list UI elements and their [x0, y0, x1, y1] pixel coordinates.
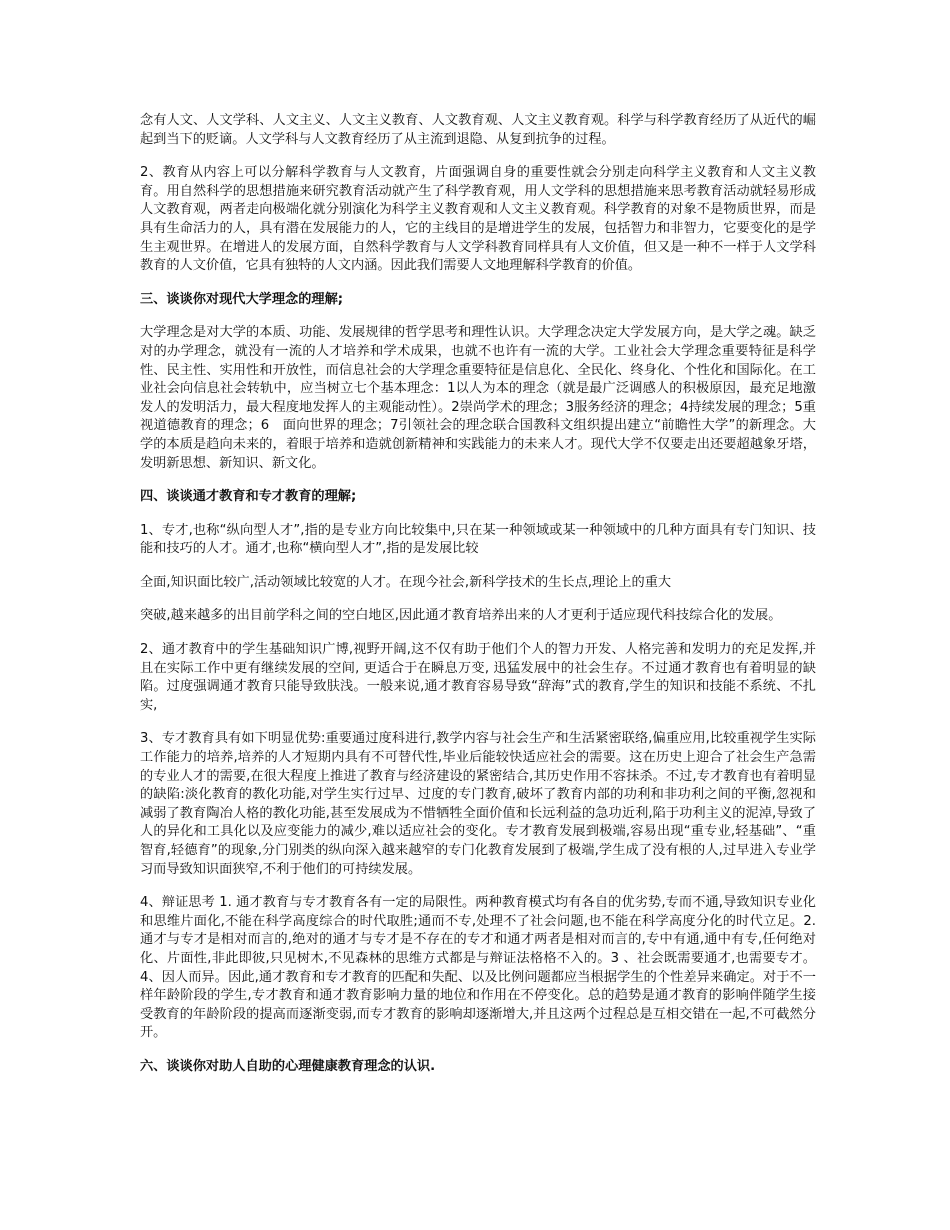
section-heading-generalist-specialist: 四、谈谈通才教育和专才教育的理解; [140, 489, 357, 505]
section-heading-modern-university: 三、谈谈你对现代大学理念的理解; [140, 291, 344, 307]
paragraph-generalist-definition: 全面,知识面比较广,活动领域比较宽的人才。在现今社会,新科学技术的生长点,理论上的重大 [140, 574, 672, 590]
paragraph-humanities-concepts: 念有人文、人文学科、人文主义、人文主义教育、人文教育观、人文主义教育观。科学与科学教育经历了从近代的崛起到当下的贬谪。人文学科与人文教育经历了从主流到退隐、从复到抗争的过程。 [140, 113, 816, 147]
paragraph-specialist-definition: 1、专才,也称“纵向型人才”,指的是专业方向比较集中,只在某一种领域或某一种领域中的几种方面具有专门知识、技能和技巧的人才。通才,也称“横向型人才”,指的是发展比较 [140, 522, 816, 557]
paragraph-specialist-pros-cons: 3、专才教育具有如下明显优势:重要通过度科进行,教学内容与社会生产和生活紧密联络,偏重应用,比较重视学生实际工作能力的培养,培养的人才短期内具有不可替代性,毕业后能较快适应社会的需要。这在历史上迎合了社会生产急需的专业人才的需要,在很大程度上推进了教育与经济建设的紧密结合,其历史作用不容抹杀。不过,专才教育也有着明显的缺陷:淡化教育的教化功能,对学生实行过早、过度的专门教育,破坏了教育内部的功利和非功利之间的平衡,忽视和减弱了教育陶冶人格的教化功能,甚至发展成为不惜牺牲全面价值和长远利益的急功近利,陷于功利主义的泥淖,导致了人的异化和工具化以及应变能力的减少,难以适应社会的变化。专才教育发展到极端,容易出现“重专业,轻基础”、“重智育,轻德育”的现象,分门别类的纵向深入越来越窄的专门化教育发展到了极端,学生成了没有根的人,过早进入专业学习而导致知识面狭窄,不利于他们的可持续发展。 [140, 731, 816, 877]
paragraph-university-concept: 大学理念是对大学的本质、功能、发展规律的哲学思考和理性认识。大学理念决定大学发展方向，是大学之魂。缺乏对的办学理念，就没有一流的人才培养和学术成果，也就不也许有一流的大学。工业社会大学理念重要特征是科学性、民主性、实用性和开放性，而信息社会的大学理念重要特征是信息化、全民化、终身化、个性化和国际化。在工业社会向信息社会转轨中，应当树立七个基本理念：1以人为本的理念（就是最广泛调感人的积极原因，最充足地激发人的发明活力，最大程度地发挥人的主观能动性）。2崇尚学术的理念；3服务经济的理念；4持续发展的理念；5重视道德教育的理念；6 面向世界的理念；7引领社会的理念联合国教科文组织提出建立“前瞻性大学”的新理念。大学的本质是趋向未来的，着眼于培养和造就创新精神和实践能力的未来人才。现代大学不仅要走出还要超越象牙塔，发明新思想、新知识、新文化。 [140, 325, 816, 471]
paragraph-generalist-pros-cons: 2、通才教育中的学生基础知识广博,视野开阔,这不仅有助于他们个人的智力开发、人格完善和发明力的充足发挥,并且在实际工作中更有继续发展的空间, 更适合于在瞬息万变, 迅猛发展中的社会生存。不过通才教育也有着明显的缺陷。过度强调通才教育只能导致肤浅。一般来说,通才教育容易导致“辞海”式的教育,学生的知识和技能不系统、不扎实, [140, 642, 816, 713]
section-heading-mental-health: 六、谈谈你对助人自助的心理健康教育理念的认识. [140, 1058, 436, 1074]
paragraph-dialectical-thinking: 4、辩证思考 1. 通才教育与专才教育各有一定的局限性。两种教育模式均有各自的优劣势,专而不通,导致知识专业化和思维片面化,不能在科学高度综合的时代取胜;通而不专,处理不了社会问题,也不能在科学高度分化的时代立足。2. 通才与专才是相对而言的,绝对的通才与专才是不存在的专才和通才两者是相对而言的,专中有通,通中有专,任何绝对化、片面性,非此即彼,只见树木,不见森林的思维方式都是与辩证法格格不入的。3 、社会既需要通才,也需要专才。4、因人而异。因此,通才教育和专才教育的匹配和失配、以及比例问题都应当根据学生的个性差异来确定。对于不一样年龄阶段的学生,专才教育和通才教育影响力量的地位和作用在不停变化。总的趋势是通才教育的影响伴随学生接受教育的年龄阶段的提高而逐渐变弱,而专才教育的影响却逐渐增大,并且这两个过程总是互相交错在一起,不可截然分开。 [140, 895, 816, 1041]
paragraph-science-humanities-education: 2、教育从内容上可以分解科学教育与人文教育，片面强调自身的重要性就会分别走向科学主义教育和人文主义教育。用自然科学的思想措施来研究教育活动就产生了科学教育观，用人文学科的思想措施来思考教育活动就轻易形成人文教育观，两者走向极端化就分别演化为科学主义教育观和人文主义教育观。科学教育的对象不是物质世界，而是具有生命活力的人，具有潜在发展能力的人，它的主线目的是增进学生的发展，包括智力和非智力，它要变化的是学生主观世界。在增进人的发展方面，自然科学教育与人文学科教育同样具有人文价值，但又是一种不一样于人文学科教育的人文价值，它具有独特的人文内涵。因此我们需要人文地理解科学教育的价值。 [140, 165, 816, 274]
paragraph-breakthrough: 突破,越来越多的出目前学科之间的空白地区,因此通才教育培养出来的人才更利于适应现代科技综合化的发展。 [140, 608, 782, 624]
